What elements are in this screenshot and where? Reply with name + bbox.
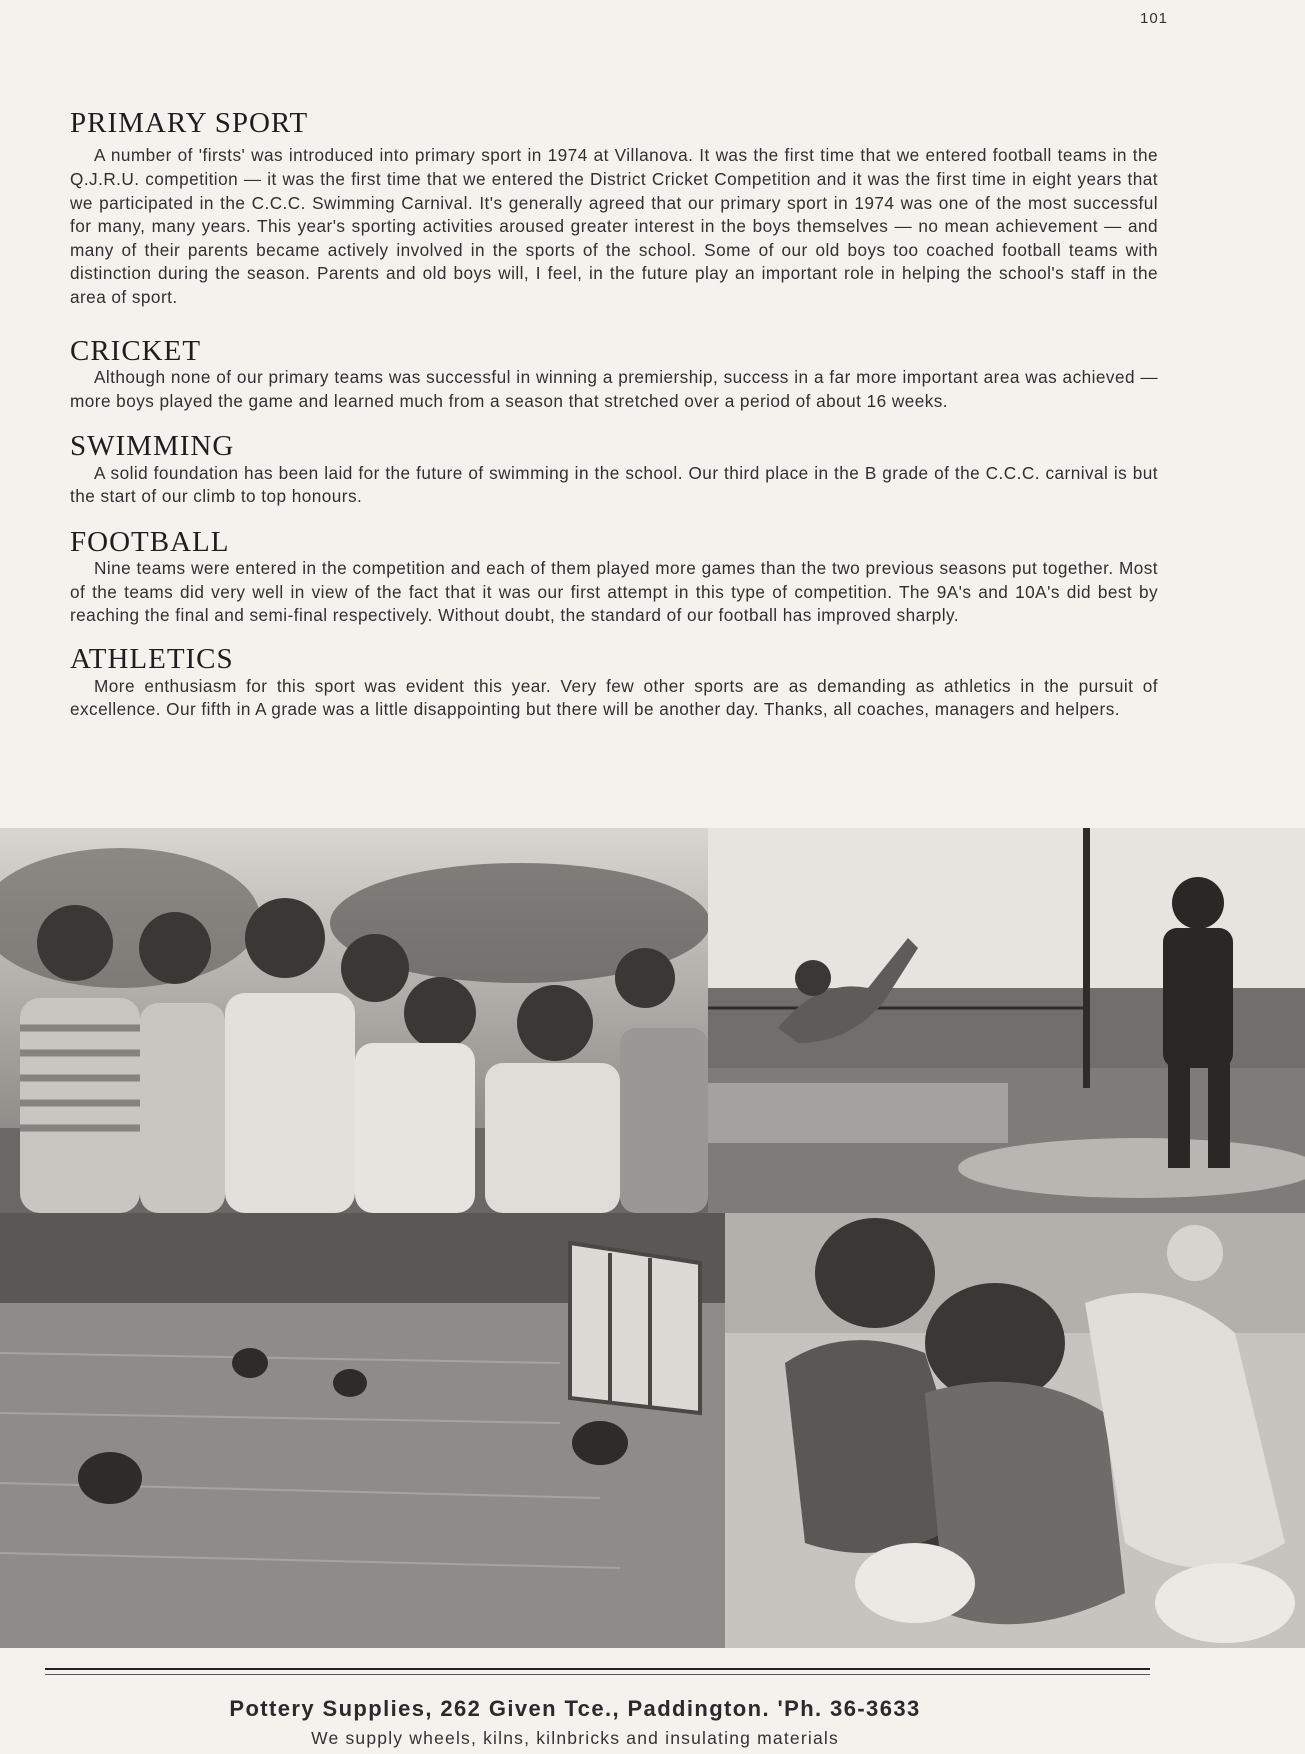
- section-athletics: [70, 644, 1158, 722]
- body-athletics: More enthusiasm for this sport was evident this year. Very few other sports are as demanding as athletics in the pursuit of excellence. Our fifth in A grade was a little disappointing but there will be another day. Thanks, all coaches, managers and helpers.: [70, 675, 1158, 720]
- body-cricket: Although none of our primary teams was successful in winning a premiership, success in a far more important area was achieved — more boys played the game and learned much from a season that stretched over a period of about 16 weeks.: [70, 367, 1158, 411]
- photo-group-of-boys: [0, 828, 708, 1213]
- divider-rule: [45, 1668, 1150, 1670]
- section-football: [70, 527, 1158, 628]
- advertisement: [0, 1660, 1305, 1754]
- section-primary-sport: [70, 108, 1158, 310]
- article: [70, 108, 1158, 722]
- body-primary-sport: A number of 'firsts' was introduced into primary sport in 1974 at Villanova. It was the first time that we entered football teams in the Q.J.R.U. competition — it was the first time that we entered the District Cricket Competition and it was the first time in eight years that we participated in the C.C.C. Swimming Carnival. It's generally agreed that our primary sport in 1974 was one of the most successful for many, many years. This year's sporting activities aroused greater interest in the boys themselves — no mean achievement — and many of their parents became actively involved in the sports of the school. Some of our old boys too coached football teams with distinction during the season. Parents and old boys will, I feel, in the future play an important role in helping the school's staff in the area of sport.: [70, 145, 1158, 307]
- heading-primary-sport: PRIMARY SPORT: [70, 107, 309, 139]
- advertisement-tagline: We supply wheels, kilns, kilnbricks and insulating materials: [311, 1728, 839, 1748]
- body-swimming: A solid foundation has been laid for the future of swimming in the school. Our third place in the B grade of the C.C.C. carnival is but the start of our climb to top honours.: [70, 462, 1158, 507]
- section-swimming: [70, 431, 1158, 509]
- photo-high-jump: [708, 828, 1305, 1213]
- heading-football: FOOTBALL: [70, 525, 230, 558]
- advertisement-title: Pottery Supplies, 262 Given Tce., Paddington. 'Ph. 36-3633: [229, 1696, 921, 1721]
- heading-cricket: CRICKET: [70, 334, 202, 367]
- heading-swimming: SWIMMING: [70, 430, 235, 463]
- section-cricket: [70, 336, 1158, 414]
- divider-rule-thin: [45, 1674, 1150, 1675]
- page-number: 101: [1140, 10, 1169, 27]
- photo-swimming-pool: [0, 1213, 725, 1648]
- body-football: Nine teams were entered in the competition and each of them played more games than the two previous seasons put together. Most of the teams did very well in view of the fact that it was our first attempt in this type of competition. The 9A's and 10A's did best by reaching the final and semi-final respectively. Without doubt, the standard of our football has improved sharply.: [70, 558, 1158, 626]
- photo-collage: [0, 828, 1305, 1648]
- heading-athletics: ATHLETICS: [70, 643, 234, 676]
- photo-football-tackle: [725, 1213, 1305, 1648]
